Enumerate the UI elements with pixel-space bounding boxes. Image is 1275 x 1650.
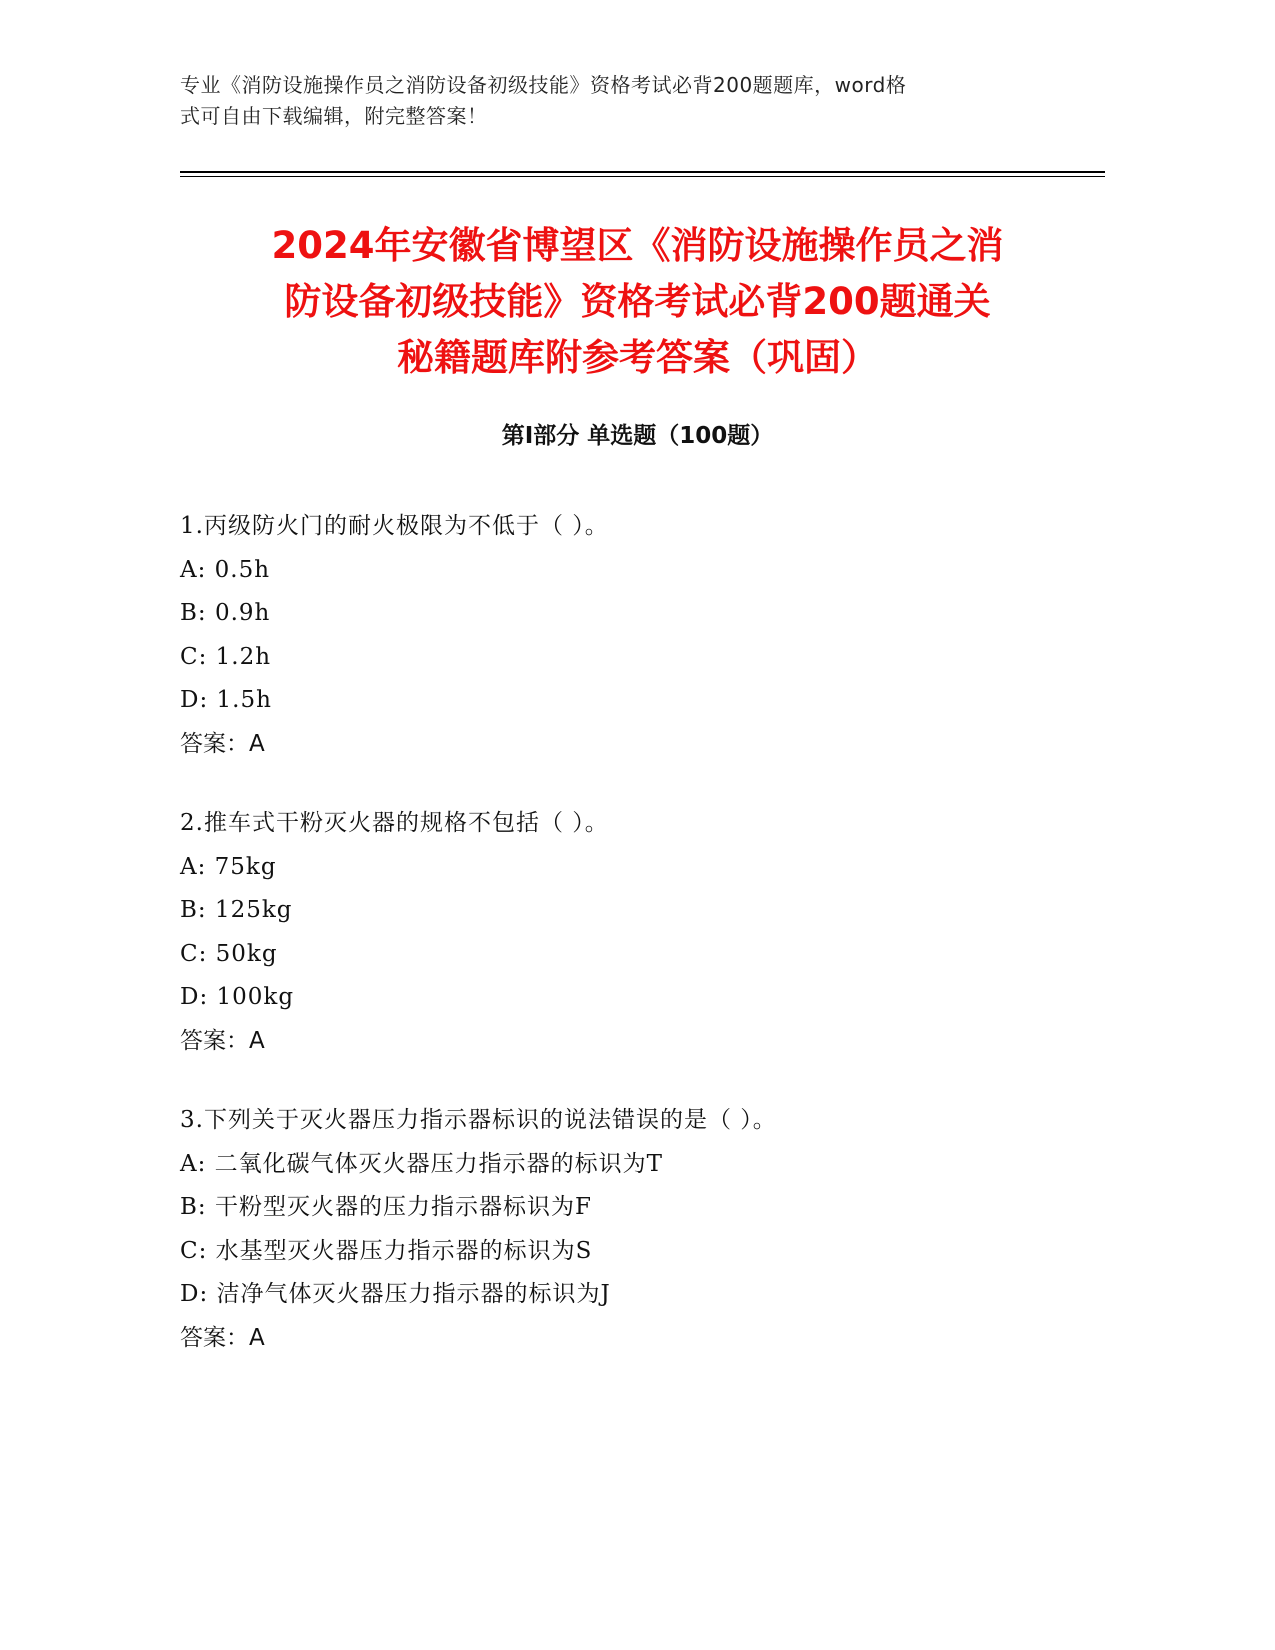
option-b: B: 125kg [180,897,293,923]
option-d: D: 洁净气体灭火器压力指示器的标识为J [180,1281,611,1307]
question-list [180,505,1140,1396]
question-stem: 1.丙级防火门的耐火极限为不低于（ ）。 [180,513,609,539]
answer: 答案：A [180,1027,265,1054]
option-d: D: 1.5h [180,687,272,713]
question-stem: 3.下列关于灭火器压力指示器标识的说法错误的是（ ）。 [180,1107,777,1133]
option-c: C: 1.2h [180,643,272,670]
section-title: 第I部分 单选题（100题） [501,423,774,449]
title-line-1: 2024年安徽省博望区《消防设施操作员之消 [271,224,1004,267]
option-b: B: 干粉型灭火器的压力指示器标识为F [180,1194,592,1220]
option-a: A: 75kg [180,853,277,880]
answer: 答案：A [180,730,265,757]
question-1 [180,505,1140,766]
option-a: A: 0.5h [180,556,271,583]
header-rule-thin [180,176,1105,177]
option-b: B: 0.9h [180,600,271,626]
question-2 [180,802,1140,1063]
answer: 答案：A [180,1324,265,1351]
option-c: C: 水基型灭火器压力指示器的标识为S [180,1237,593,1264]
header-note [180,70,1040,132]
option-c: C: 50kg [180,940,278,967]
title-line-2: 防设备初级技能》资格考试必背200题通关 [284,280,991,323]
header-note-line-2: 式可自由下载编辑，附完整答案！ [180,104,488,128]
option-a: A: 二氧化碳气体灭火器压力指示器的标识为T [180,1150,664,1177]
title-line-3: 秘籍题库附参考答案（巩固） [397,336,878,379]
header-note-line-1: 专业《消防设施操作员之消防设备初级技能》资格考试必背200题题库，word格 [180,73,907,97]
document-title [150,218,1125,386]
question-3 [180,1099,1140,1360]
header-rule-thick [180,171,1105,173]
option-d: D: 100kg [180,984,295,1010]
question-stem: 2.推车式干粉灭火器的规格不包括（ ）。 [180,810,609,836]
